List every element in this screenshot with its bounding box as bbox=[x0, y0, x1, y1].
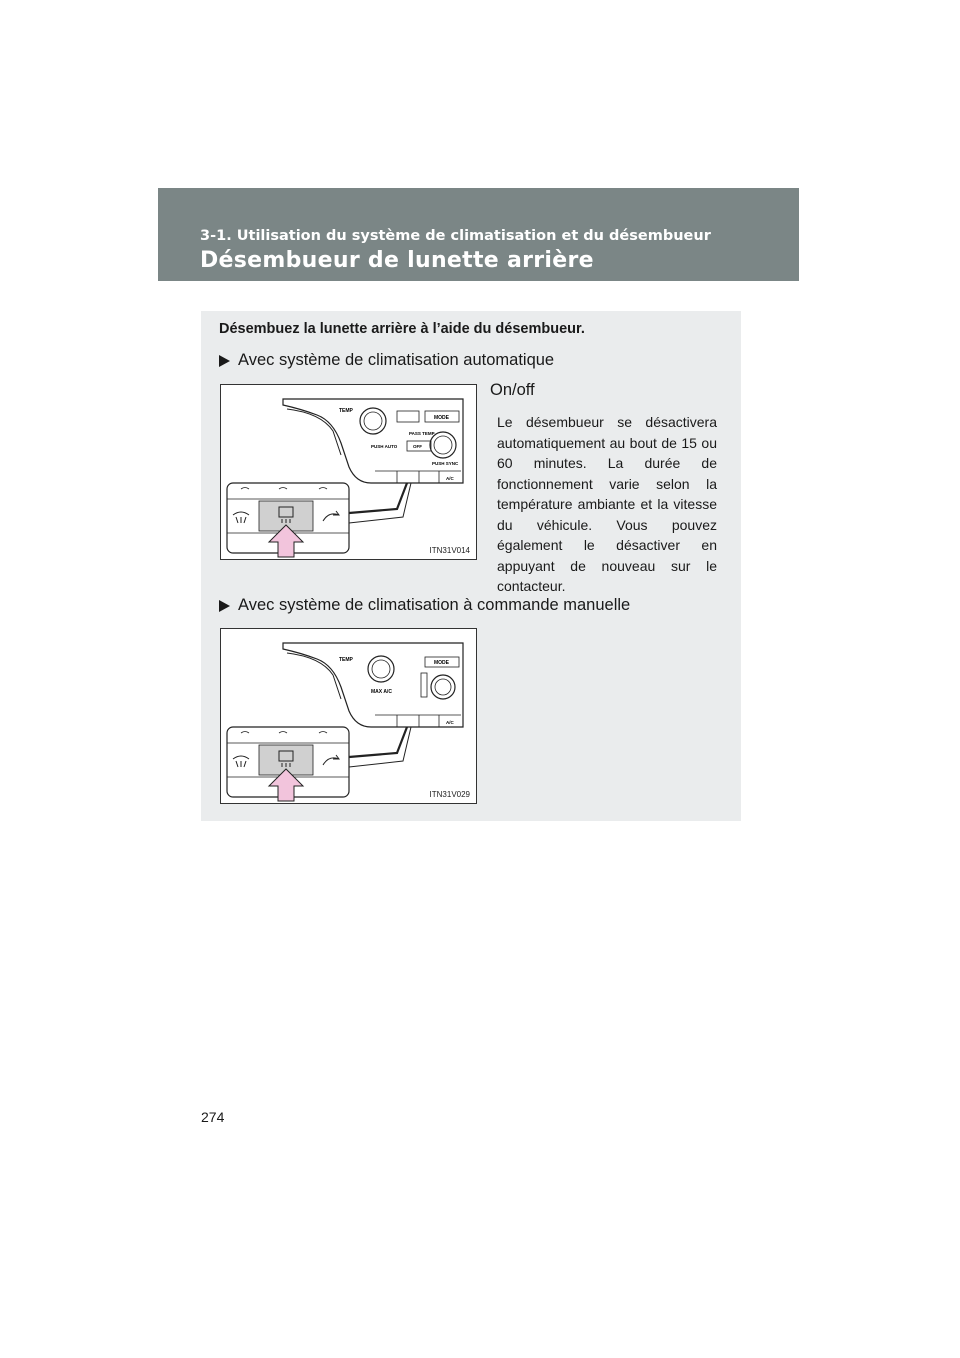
on-off-label: On/off bbox=[490, 381, 535, 399]
ac-label: A/C bbox=[446, 476, 454, 481]
figure-code: ITN31V014 bbox=[429, 546, 470, 555]
ac-label: A/C bbox=[446, 720, 454, 725]
manual-ac-illustration bbox=[221, 629, 476, 803]
push-auto-label: PUSH AUTO bbox=[371, 444, 398, 449]
push-sync-label: PUSH SYNC bbox=[432, 461, 459, 466]
triangle-right-icon bbox=[219, 600, 230, 612]
page-number: 274 bbox=[201, 1109, 225, 1125]
manual-ac-heading bbox=[219, 596, 630, 615]
auto-ac-figure bbox=[220, 384, 477, 560]
max-ac-label: MAX A/C bbox=[371, 689, 392, 695]
figure-code: ITN31V029 bbox=[429, 790, 470, 799]
auto-ac-heading-label: Avec système de climatisation automatique bbox=[238, 351, 555, 369]
off-label: OFF bbox=[413, 444, 422, 449]
pass-temp-label: PASS TEMP bbox=[409, 431, 435, 436]
header-band bbox=[158, 188, 799, 281]
mode-label: MODE bbox=[434, 660, 449, 666]
auto-ac-illustration bbox=[221, 385, 476, 559]
mode-label: MODE bbox=[434, 415, 449, 421]
manual-ac-figure bbox=[220, 628, 477, 804]
manual-ac-heading-label: Avec système de climatisation à commande manuelle bbox=[238, 596, 631, 614]
content-box bbox=[201, 311, 741, 821]
on-off-description: Le désembueur se désactivera automatiquement au bout de 15 ou 60 minutes. La durée de fonctionnement varie selon la température ambiante et la vitesse du véhicule. Vous pouvez également le désactiver en appuyant de nouveau sur le contacteur. bbox=[497, 414, 717, 594]
auto-ac-heading bbox=[219, 351, 554, 370]
intro-text: Désembuez la lunette arrière à l’aide du désembueur. bbox=[219, 321, 585, 337]
triangle-right-icon bbox=[219, 355, 230, 367]
page-title: Désembueur de lunette arrière bbox=[200, 248, 594, 273]
temp-label: TEMP bbox=[339, 657, 353, 663]
section-label: 3-1. Utilisation du système de climatisation et du désembueur bbox=[200, 228, 711, 244]
temp-label: TEMP bbox=[339, 408, 353, 414]
